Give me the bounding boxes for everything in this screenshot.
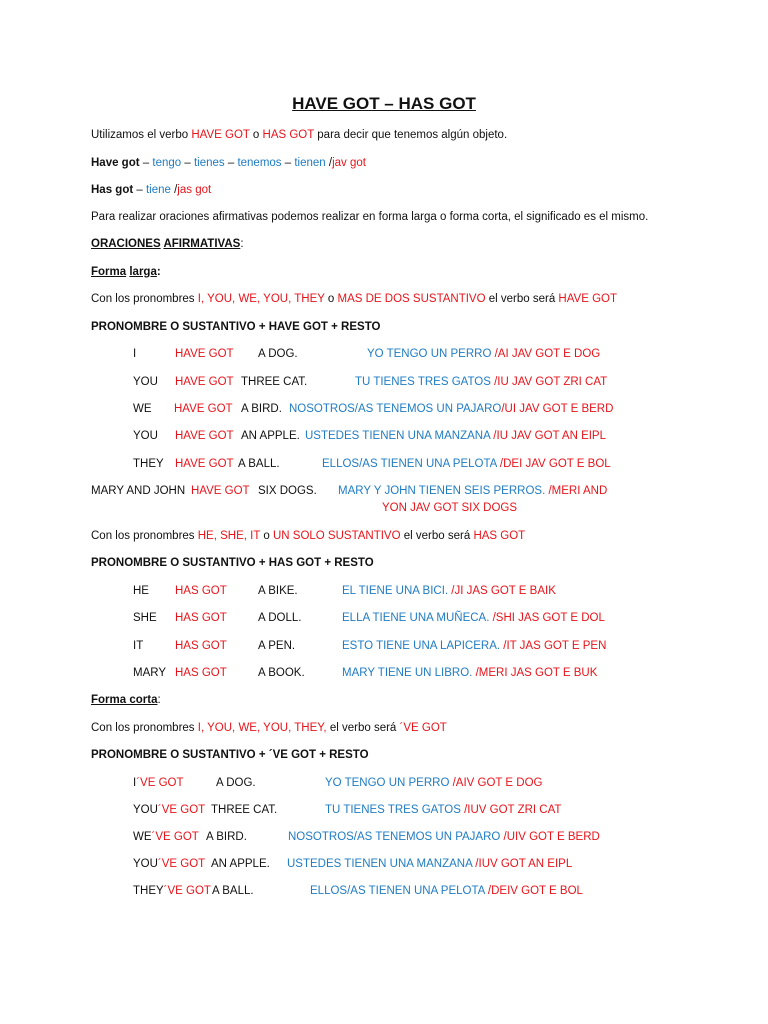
- example-verb: HAVE GOT: [174, 403, 233, 415]
- example-subject-verb: [133, 803, 205, 817]
- example-subject-verb: [133, 776, 183, 790]
- example-object: A DOLL.: [258, 612, 302, 624]
- pronunciation-text: /UIV GOT E BERD: [500, 831, 600, 843]
- has-rule: [91, 529, 525, 543]
- rule-nouns: MAS DE DOS SUSTANTIVO: [337, 293, 486, 305]
- pronunciation-text: /MERI AND: [545, 485, 608, 497]
- translation-text: MARY Y JOHN TIENEN SEIS PERROS.: [338, 485, 546, 497]
- translation-text: TU TIENES TRES GATOS: [355, 376, 491, 388]
- example-translation: [342, 666, 597, 680]
- example-object: A BALL.: [212, 885, 254, 897]
- rule-verb: HAVE GOT: [558, 293, 617, 305]
- pronunciation-text: /AIV GOT E DOG: [449, 777, 543, 789]
- example-subject: I: [133, 348, 137, 360]
- translation-text: USTEDES TIENEN UNA MANZANA: [287, 858, 473, 870]
- dash: –: [281, 157, 295, 169]
- example-verb: ´VE GOT: [163, 885, 211, 897]
- rule-text: Con los pronombres: [91, 293, 198, 305]
- example-translation: [342, 611, 605, 625]
- example-object: THREE CAT.: [211, 804, 278, 816]
- heading-word-afirmativas: AFIRMATIVAS: [163, 238, 241, 250]
- example-verb: HAS GOT: [175, 585, 227, 597]
- slash: /: [170, 184, 178, 196]
- example-verb: HAVE GOT: [175, 430, 234, 442]
- example-subject-verb: [133, 857, 205, 871]
- example-translation: [325, 803, 561, 817]
- example-translation: [367, 347, 600, 361]
- short-rule: [91, 721, 447, 735]
- rule-pronouns: I, YOU, WE, YOU, THEY,: [197, 722, 327, 734]
- intro-have-got: HAVE GOT: [191, 129, 250, 141]
- pronunciation-text: /DEIV GOT E BOL: [484, 885, 583, 897]
- example-object: SIX DOGS.: [258, 485, 317, 497]
- pronunciation-text: /UI JAV GOT E BERD: [501, 403, 614, 415]
- example-verb: HAVE GOT: [175, 376, 234, 388]
- intro-text-2: o: [249, 129, 263, 141]
- example-object: A DOG.: [258, 348, 298, 360]
- example-verb: ´VE GOT: [157, 858, 206, 870]
- example-subject: I: [133, 777, 137, 789]
- word-tenemos: tenemos: [237, 157, 282, 169]
- example-subject: HE: [133, 585, 149, 597]
- rule-text: el verbo será: [400, 530, 474, 542]
- example-translation: [322, 457, 611, 471]
- example-subject-verb: [133, 884, 211, 898]
- has-got-definition: [91, 183, 211, 197]
- example-verb: HAS GOT: [175, 640, 227, 652]
- translation-text: ESTO TIENE UNA LAPICERA.: [342, 640, 501, 652]
- example-subject: SHE: [133, 612, 157, 624]
- example-translation: [289, 402, 613, 416]
- example-subject: WE: [133, 831, 152, 843]
- pronunciation-text: /SHI JAS GOT E DOL: [489, 612, 605, 624]
- translation-text: TU TIENES TRES GATOS: [325, 804, 461, 816]
- example-object: A BIRD.: [206, 831, 247, 843]
- translation-text: USTEDES TIENEN UNA MANZANA: [305, 430, 491, 442]
- example-object: A BOOK.: [258, 667, 305, 679]
- rule-verb: ´VE GOT: [399, 722, 447, 734]
- have-got-definition: [91, 156, 366, 170]
- rule-pronouns: HE, SHE, IT: [197, 530, 261, 542]
- example-subject: THEY: [133, 458, 164, 470]
- example-object: AN APPLE.: [241, 430, 300, 442]
- rule-text: o: [324, 293, 338, 305]
- oraciones-heading: [91, 237, 244, 251]
- example-verb: HAVE GOT: [175, 348, 234, 360]
- example-object: THREE CAT.: [241, 376, 308, 388]
- example-object: A BALL.: [238, 458, 280, 470]
- rule-text: Con los pronombres: [91, 722, 198, 734]
- has-got-label: Has got: [91, 184, 134, 196]
- page-title: HAVE GOT – HAS GOT: [292, 94, 476, 113]
- example-object: AN APPLE.: [211, 858, 270, 870]
- example-translation: [288, 830, 600, 844]
- heading-word-forma: Forma: [91, 266, 127, 278]
- word-tienen: tienen: [294, 157, 326, 169]
- heading-word-larga: larga: [129, 266, 157, 278]
- intro-paragraph: [91, 128, 507, 142]
- word-tiene: tiene: [145, 184, 171, 196]
- has-formula: PRONOMBRE O SUSTANTIVO + HAS GOT + RESTO: [91, 557, 374, 569]
- example-subject: YOU: [133, 430, 158, 442]
- heading-colon: :: [240, 238, 244, 250]
- example-subject: YOU: [133, 804, 158, 816]
- word-tienes: tienes: [193, 157, 225, 169]
- heading-colon: :: [157, 694, 161, 706]
- translation-text: NOSOTROS/AS TENEMOS UN PAJARO: [288, 831, 501, 843]
- example-verb: HAVE GOT: [175, 458, 234, 470]
- example-subject: MARY AND JOHN: [91, 485, 186, 497]
- example-translation: [338, 484, 607, 498]
- example-object: A BIRD.: [241, 403, 282, 415]
- example-verb: ´VE GOT: [157, 804, 206, 816]
- dash: –: [181, 157, 194, 169]
- dash: –: [139, 157, 153, 169]
- forma-corta-heading: [91, 693, 161, 707]
- example-translation: [342, 639, 606, 653]
- pronunciation-text: /DEI JAV GOT E BOL: [496, 458, 611, 470]
- intro-has-got: HAS GOT: [262, 129, 315, 141]
- example-object: A DOG.: [216, 777, 256, 789]
- slash: /: [325, 157, 333, 169]
- long-rule: [91, 292, 617, 306]
- rule-pronouns: I, YOU, WE, YOU, THEY: [197, 293, 325, 305]
- rule-nouns: UN SOLO SUSTANTIVO: [272, 530, 401, 542]
- example-subject: IT: [133, 640, 144, 652]
- example-verb: ´VE GOT: [136, 777, 184, 789]
- pronunciation-text: /IU JAV GOT AN EIPL: [490, 430, 606, 442]
- example-verb: HAS GOT: [175, 667, 227, 679]
- short-formula: PRONOMBRE O SUSTANTIVO + ´VE GOT + RESTO: [91, 749, 369, 761]
- rule-verb: HAS GOT: [473, 530, 526, 542]
- rule-text: el verbo será: [485, 293, 559, 305]
- example-subject: YOU: [133, 376, 158, 388]
- example-subject: MARY: [133, 667, 167, 679]
- translation-text: ELLA TIENE UNA MUÑECA.: [342, 612, 490, 624]
- intro-text-3: para decir que tenemos algún objeto.: [314, 129, 508, 141]
- pronunciation-continued: YON JAV GOT SIX DOGS: [382, 502, 518, 514]
- word-tengo: tengo: [152, 157, 182, 169]
- example-verb: HAS GOT: [175, 612, 227, 624]
- example-translation: [287, 857, 572, 871]
- heading-word-oraciones: ORACIONES: [91, 238, 161, 250]
- example-verb: HAVE GOT: [191, 485, 250, 497]
- pronunciation-text: /IU JAV GOT ZRI CAT: [490, 376, 608, 388]
- rule-text: el verbo será: [326, 722, 400, 734]
- dash: –: [133, 184, 146, 196]
- rule-text: o: [260, 530, 273, 542]
- translation-text: ELLOS/AS TIENEN UNA PELOTA: [310, 885, 485, 897]
- pronunciation-text: /IUV GOT AN EIPL: [472, 858, 573, 870]
- example-translation: [355, 375, 607, 389]
- translation-text: ELLOS/AS TIENEN UNA PELOTA: [322, 458, 497, 470]
- example-subject: YOU: [133, 858, 158, 870]
- have-got-label: Have got: [91, 157, 140, 169]
- forms-paragraph: Para realizar oraciones afirmativas podemos realizar en forma larga o forma corta, el significado es el mismo.: [91, 211, 649, 223]
- pron-jas-got: jas got: [177, 184, 212, 196]
- example-translation: [342, 584, 556, 598]
- example-subject: THEY: [133, 885, 164, 897]
- pronunciation-text: /IUV GOT ZRI CAT: [460, 804, 562, 816]
- example-object: A PEN.: [258, 640, 296, 652]
- example-object: A BIKE.: [258, 585, 298, 597]
- example-translation: [325, 776, 542, 790]
- example-subject: WE: [133, 403, 152, 415]
- example-verb: ´VE GOT: [151, 831, 199, 843]
- translation-text: YO TENGO UN PERRO: [367, 348, 492, 360]
- pronunciation-text: /AI JAV GOT E DOG: [491, 348, 601, 360]
- forma-larga-heading: [91, 265, 161, 279]
- translation-text: EL TIENE UNA BICI.: [342, 585, 449, 597]
- pronunciation-text: /IT JAS GOT E PEN: [500, 640, 607, 652]
- rule-text: Con los pronombres: [91, 530, 198, 542]
- example-subject-verb: [133, 830, 199, 844]
- pronunciation-text: /JI JAS GOT E BAIK: [448, 585, 556, 597]
- translation-text: NOSOTROS/AS TENEMOS UN PAJARO: [289, 403, 502, 415]
- translation-text: YO TENGO UN PERRO: [325, 777, 450, 789]
- heading-colon: :: [156, 266, 161, 278]
- intro-text-1: Utilizamos el verbo: [91, 129, 192, 141]
- pron-jav-got: jav got: [332, 157, 366, 169]
- example-translation: [310, 884, 583, 898]
- example-translation: [305, 429, 606, 443]
- heading-word-forma-corta: Forma corta: [91, 694, 158, 706]
- pronunciation-text: /MERI JAS GOT E BUK: [472, 667, 598, 679]
- dash: –: [224, 157, 238, 169]
- translation-text: MARY TIENE UN LIBRO.: [342, 667, 473, 679]
- long-formula: PRONOMBRE O SUSTANTIVO + HAVE GOT + RESTO: [91, 321, 381, 333]
